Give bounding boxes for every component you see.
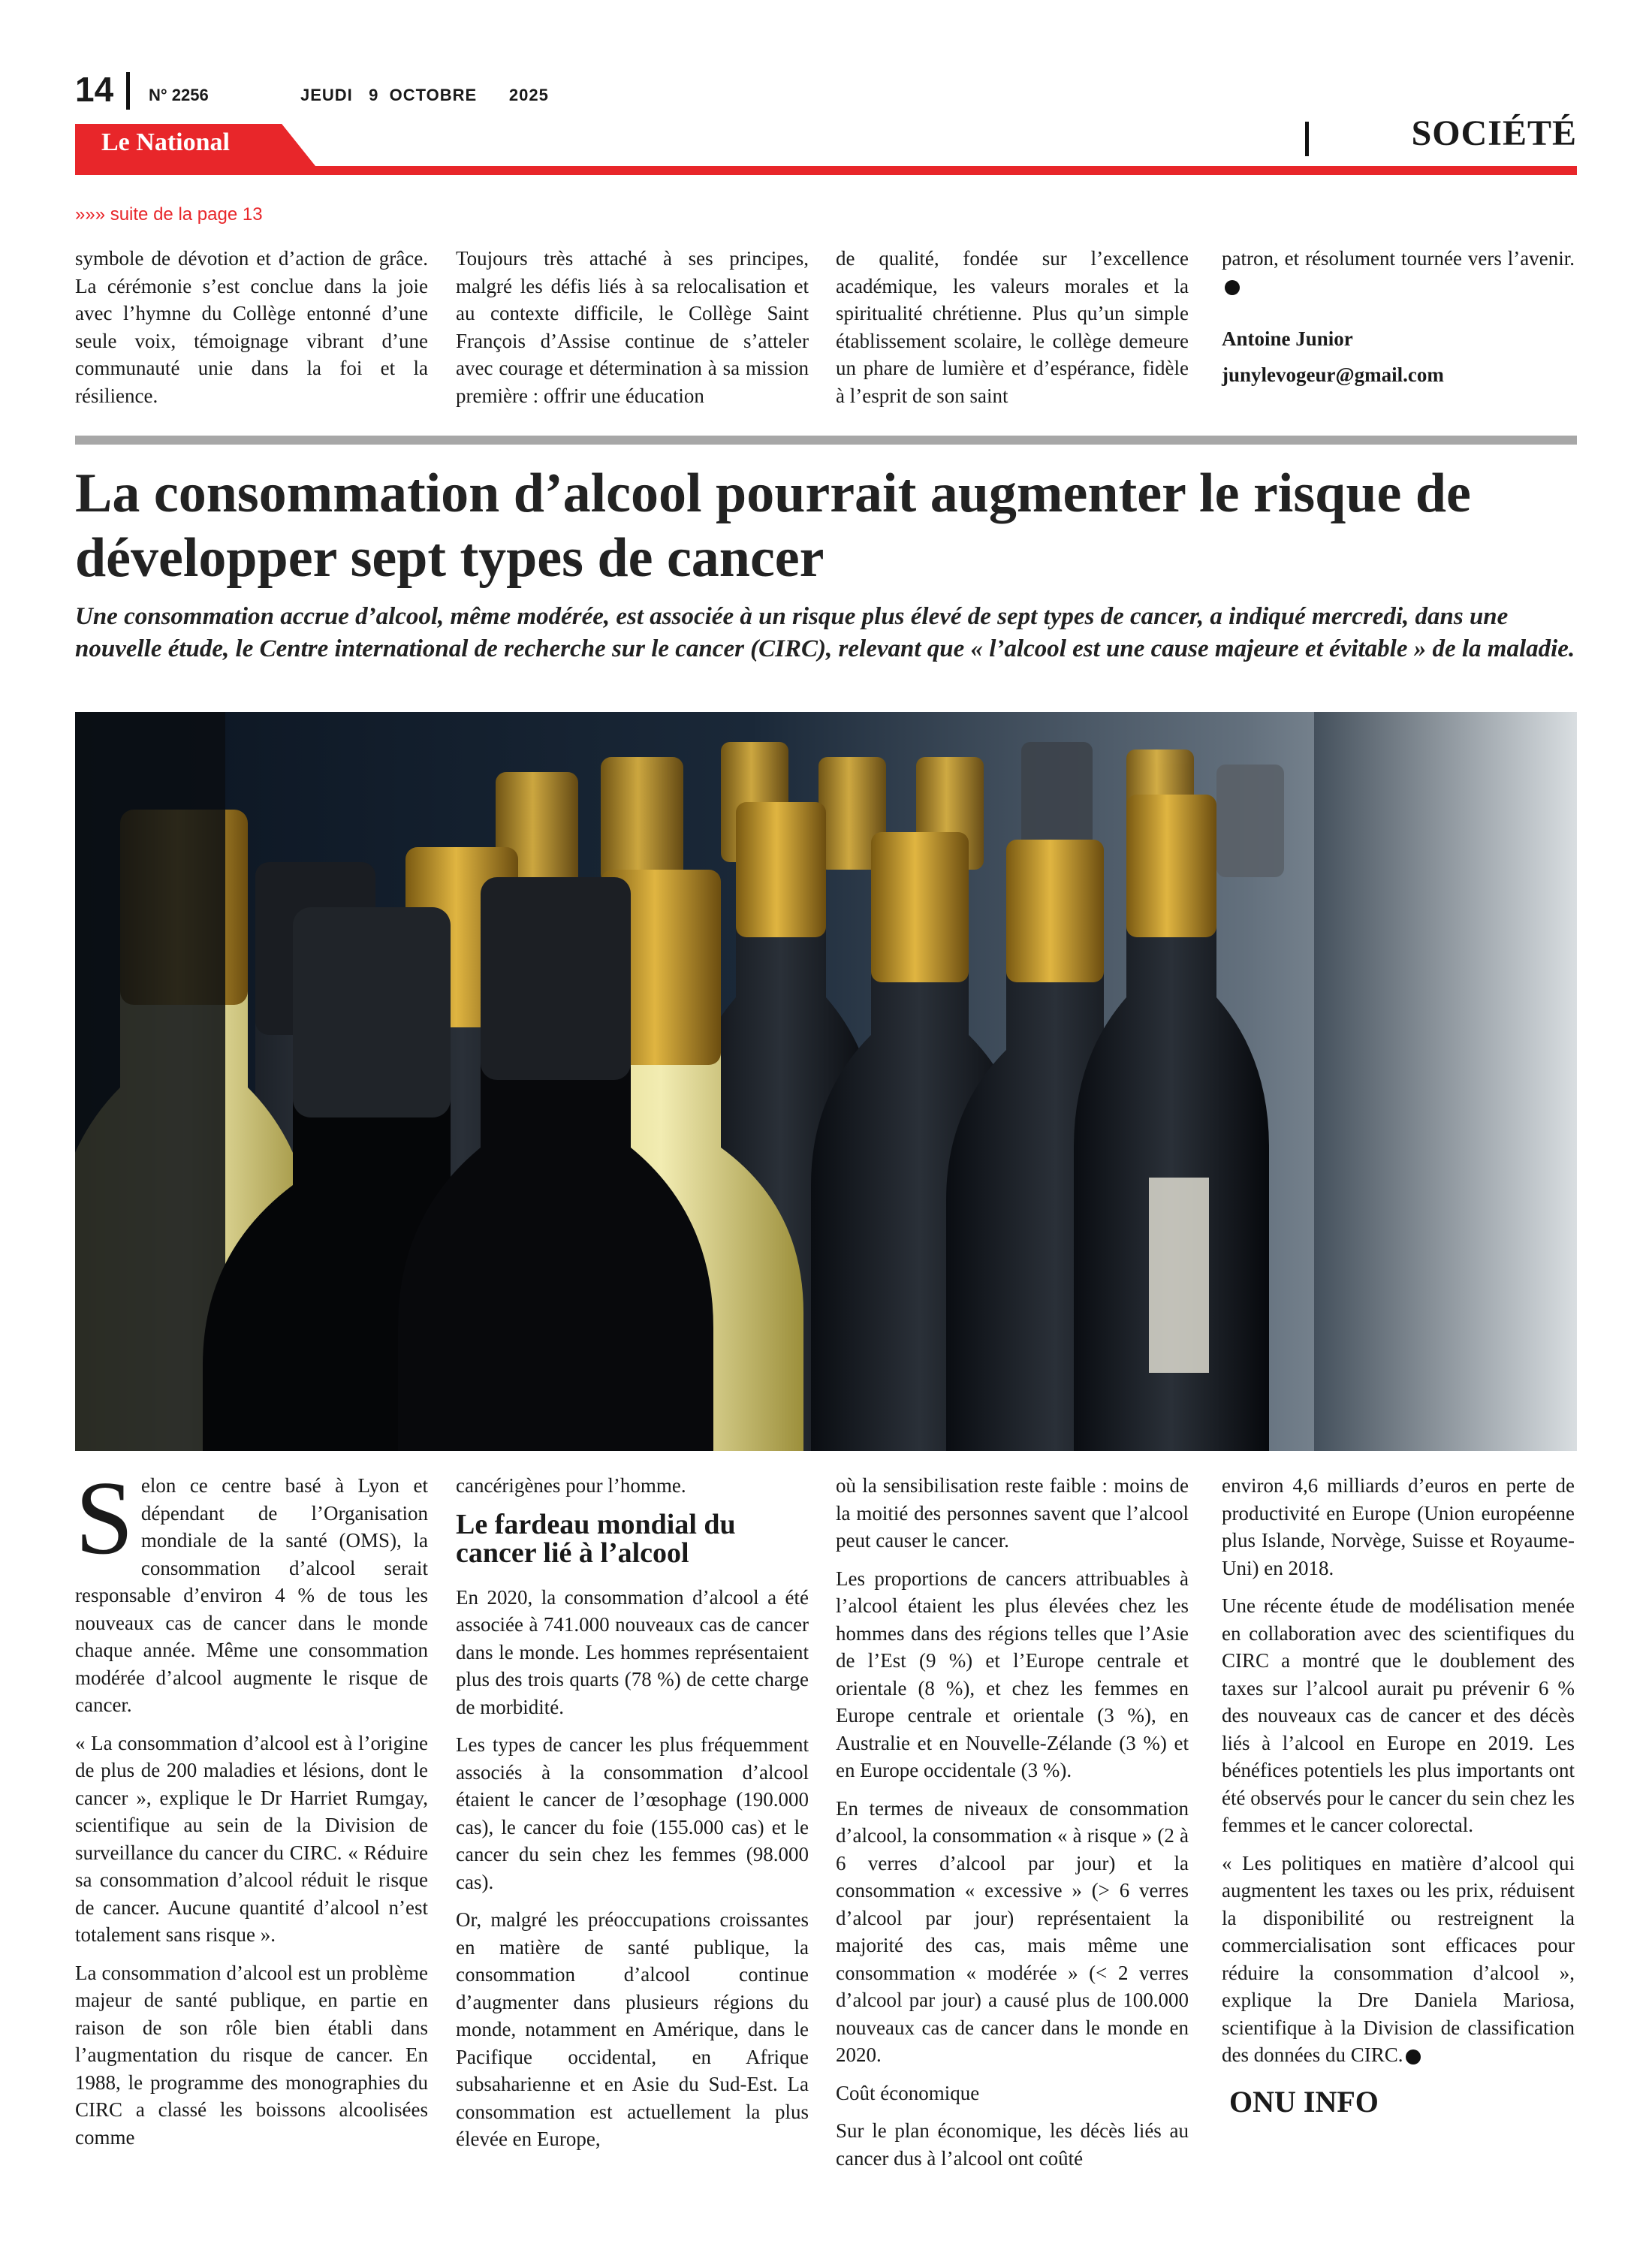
prev-article-column-3: de qualité, fondée sur l’excellence académique, les valeurs morales et la spiritualité chrétienne. Plus qu’un simple établissement scolaire, le collège demeure un phare de lumière et d’espérance, fidèle à l’esprit de son saint bbox=[836, 247, 1189, 407]
article-lede: Une consommation accrue d’alcool, même modérée, est associée à un risque plus élevé de sept types de cancer, a indiqué mercredi, dans une nouvelle étude, le Centre international de recherche sur le cancer (CIRC), relevant que « l’alcool est une cause majeure et évitable » de la maladie. bbox=[75, 603, 1575, 662]
page-header bbox=[75, 69, 1577, 114]
header-divider bbox=[126, 72, 130, 110]
prev-article-column-4 bbox=[1222, 245, 1575, 388]
article-column-1: Selon ce centre basé à Lyon et dépendant de l’Organisation mondiale de la santé (OMS), la consommation d’alcool serait responsable d’environ 4 % de tous les nouveaux cas de cancer dans le monde chaque année. Même une consommation modérée d’alcool augmente le risque de cancer. « La consommation d’alcool est à l’origine de plus de 200 maladies et lésions, dont le cancer », explique le Dr Harriet Rumgay, scientifique au sein de la Division de surveillance du cancer du CIRC. « Réduire sa consommation d’alcool réduit le risque de cancer. Aucune quantité d’alcool n’est totalement sans risque ». La consommation d’alcool est un problème majeur de santé publique, en partie en raison de son rôle bien établi dans l’augmentation du risque de cancer. En 1988, le programme des monographies du CIRC a classé les boissons alcoolisées comme bbox=[75, 1460, 428, 2149]
issue-date: JEUDI 9 OCTOBRE 2025 bbox=[300, 86, 549, 104]
news-agency: ONU INFO bbox=[1229, 2084, 1379, 2119]
issue-number: N° 2256 bbox=[149, 86, 209, 104]
end-mark-icon bbox=[1406, 2049, 1421, 2064]
page-number: 14 bbox=[75, 70, 114, 109]
article-headline: La consommation d’alcool pourrait augmenter le risque de développer sept types de cancer bbox=[75, 463, 1471, 589]
header-rule bbox=[75, 166, 1577, 175]
end-mark-icon bbox=[1225, 280, 1240, 295]
bottles-illustration bbox=[75, 712, 1577, 1451]
article-column-2: cancérigènes pour l’homme. Le fardeau mondial du cancer lié à l’alcool En 2020, la consommation d’alcool a été associée à 741.000 nouveaux cas de cancer dans le monde. Les hommes représentaient plus des trois quarts (78 %) de cette charge de morbidité. Les types de cancer les plus fréquemment associés à la consommation d’alcool étaient le cancer de l’œsophage (190.000 cas), le cancer du foie (155.000 cas) et le cancer du sein chez les femmes (98.000 cas). Or, malgré les préoccupations croissantes en matière de santé publique, la consommation d’alcool continue d’augmenter dans plusieurs régions du monde, notamment en Amérique, dans le Pacifique occidental, en Afrique subsaharienne et en Asie du Sud-Est. La consommation est actuellement la plus élevée en Europe, bbox=[456, 1474, 809, 2150]
section-title: SOCIÉTÉ bbox=[1411, 113, 1577, 153]
newspaper-name: Le National bbox=[101, 128, 230, 156]
article-subheading: Le fardeau mondial du cancer lié à l’alcool bbox=[456, 1508, 736, 1569]
drop-cap: S bbox=[75, 1460, 134, 1576]
author-name: Antoine Junior bbox=[1222, 327, 1353, 350]
article-column-4: environ 4,6 milliards d’euros en perte de productivité en Europe (Union européenne plus Islande, Norvège, Suisse et Royaume-Uni) en 2018. Une récente étude de modélisation menée en collaboration avec des scientifiques du CIRC a montré que le doublement des taxes sur l’alcool aurait pu prévenir 6 % des nouveaux cas de cancer et des décès liés à l’alcool en Europe en 2019. Les bénéfices potentiels les plus importants ont été observés pour le cancer du sein chez les femmes et le cancer colorectal. « Les politiques en matière d’alcool qui augmentent les taxes ou les prix, réduisent la disponibilité ou restreignent la commercialisation sont efficaces pour réduire la consommation d’alcool », explique la Dre Daniela Mariosa, scientifique à la Division de classification des données du CIRC. ONU INFO bbox=[1222, 1474, 1575, 2119]
author-email: junylevogeur@gmail.com bbox=[1222, 363, 1444, 386]
section-label: Coût économique bbox=[836, 2081, 980, 2104]
wine-bottles-photo bbox=[75, 712, 1577, 1451]
column-text: patron, et résolument tournée vers l’avenir. bbox=[1222, 247, 1575, 270]
article-separator bbox=[75, 436, 1577, 445]
prev-article-column-1: symbole de dévotion et d’action de grâce. La cérémonie s’est conclue dans la joie avec l’hymne du Collège entonné d’une seule voix, témoignage vibrant d’une communauté unie dans la foi et la résilience. bbox=[75, 247, 428, 407]
continued-from: »»» suite de la page 13 bbox=[75, 204, 263, 225]
article-column-3: où la sensibilisation reste faible : moins de la moitié des personnes savent que l’alcool peut causer le cancer. Les proportions de cancers attribuables à l’alcool étaient les plus élevées chez les hommes dans des régions telles que l’Asie de l’Est (9 %) et l’Europe centrale et orientale (8 %), et chez les femmes en Europe centrale et orientale (3 %), en Australie et en Nouvelle-Zélande (3 %) et en Europe occidentale (3 %). En termes de niveaux de consommation d’alcool, la consommation « à risque » (2 à 6 verres d’alcool par jour) et la consommation « excessive » (> 6 verres d’alcool par jour) représentaient la majorité des cas, mais même une consommation « modérée » (< 2 verres d’alcool par jour) a causé plus de 100.000 nouveaux cas de cancer dans le monde en 2020. Coût économique Sur le plan économique, les décès liés au cancer dus à l’alcool ont coûté bbox=[836, 1474, 1189, 2170]
section-divider bbox=[1305, 122, 1309, 156]
prev-article-column-2: Toujours très attaché à ses principes, malgré les défis liés à sa relocalisation et au contexte difficile, le Collège Saint François d’Assise continue de s’atteler avec courage et détermination à sa mission première : offrir une éducation bbox=[456, 247, 809, 407]
